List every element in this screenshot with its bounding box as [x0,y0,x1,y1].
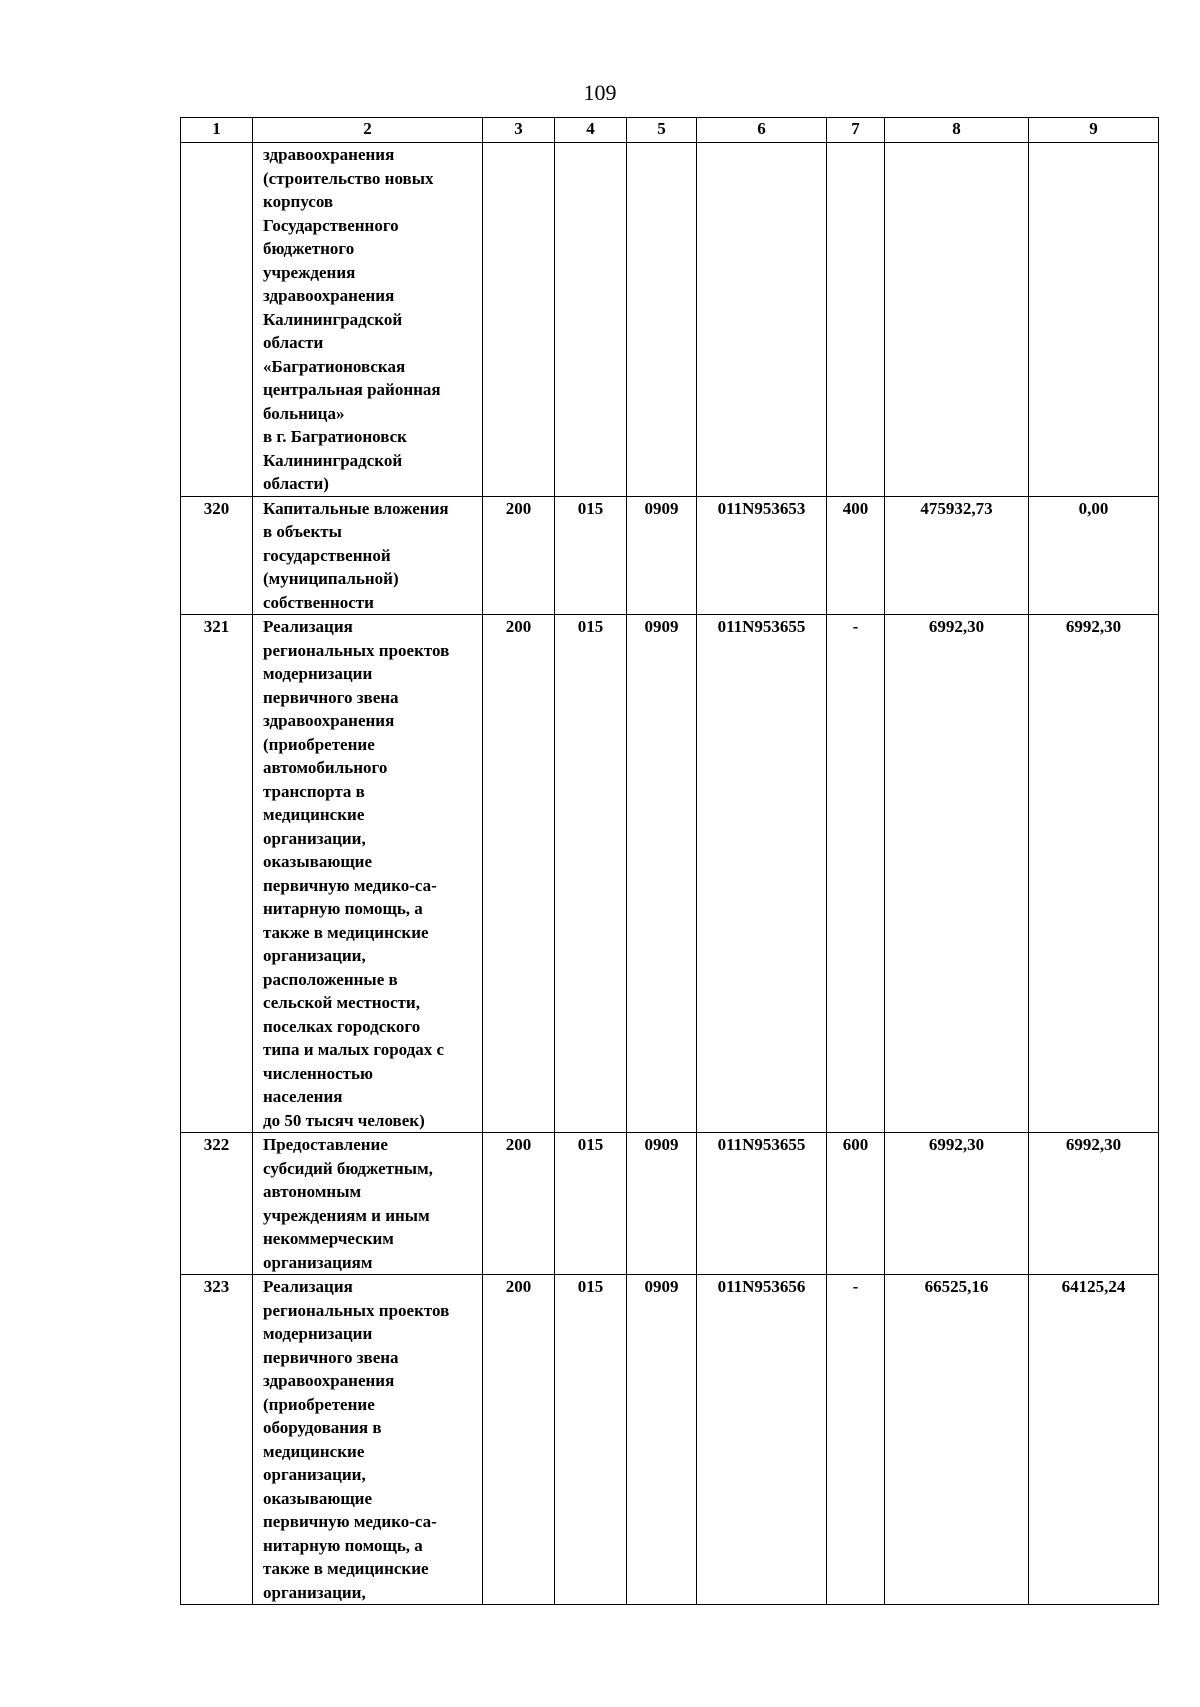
row-description [253,615,483,1133]
row-number: 323 [181,1275,253,1605]
description-line: автономным [263,1182,362,1201]
description-line: организации, [263,1465,366,1484]
row-description [253,496,483,615]
description-line: также в медицинские [263,1559,429,1578]
target-article-code: 011N953656 [697,1275,827,1605]
description-line: автомобильного [263,758,388,777]
column-header: 7 [827,118,885,143]
description-line: организации, [263,1582,366,1602]
row-number: 322 [181,1133,253,1275]
amount-year-2: 0,00 [1029,496,1159,615]
column-header: 5 [627,118,697,143]
column-header: 3 [483,118,555,143]
table-row-321 [181,615,1159,1133]
row-description [253,1133,483,1275]
description-line: медицинские [263,805,365,824]
row-description [253,143,483,497]
description-line: центральная районная [263,380,441,399]
column-header: 9 [1029,118,1159,143]
target-article-code: 011N953655 [697,1133,827,1275]
description-line: некоммерческим [263,1229,394,1248]
target-article-code: 011N953655 [697,615,827,1133]
section-code: 0909 [627,615,697,1133]
description-line: типа и малых городах с [263,1040,445,1059]
table-cell [483,143,555,497]
expense-type-code: - [827,1275,885,1605]
column-header: 1 [181,118,253,143]
table-cell [885,143,1029,497]
department-code: 015 [555,1133,627,1275]
description-line: собственности [263,592,374,612]
department-code: 015 [555,1275,627,1605]
amount-year-2: 64125,24 [1029,1275,1159,1605]
description-line: первичную медико-са- [263,875,437,895]
section-code: 0909 [627,496,697,615]
description-line: населения [263,1087,343,1106]
description-line: до 50 тысяч человек) [263,1110,425,1130]
description-line: организациям [263,1252,373,1272]
expense-type-code: 600 [827,1133,885,1275]
description-line: бюджетного [263,239,355,258]
row-number: 320 [181,496,253,615]
description-line: здравоохранения [263,145,395,164]
column-header: 6 [697,118,827,143]
page-number: 109 [583,80,617,105]
description-line: Реализация [263,1277,353,1296]
description-line: (приобретение [263,1394,375,1414]
table-row-320 [181,496,1159,615]
description-line: (муниципальной) [263,569,399,588]
description-line: модернизации [263,1324,373,1343]
column-header: 8 [885,118,1029,143]
table-cell [627,143,697,497]
section-code: 0909 [627,1133,697,1275]
description-line: корпусов [263,192,334,211]
amount-year-1: 6992,30 [885,615,1029,1133]
description-line: поселках городского [263,1016,421,1036]
table-cell [827,143,885,497]
description-line: региональных проектов [263,640,450,660]
description-line: области) [263,474,329,493]
description-line: оказывающие [263,1488,373,1508]
amount-year-1: 6992,30 [885,1133,1029,1275]
description-line: Калининградской [263,309,403,329]
column-header: 4 [555,118,627,143]
description-line: оказывающие [263,852,373,871]
description-line: нитарную помощь, а [263,899,423,918]
description-line: субсидий бюджетным, [263,1158,433,1178]
table-cell [555,143,627,497]
table-cell [1029,143,1159,497]
ministry-code: 200 [483,615,555,1133]
description-line: нитарную помощь, а [263,1535,423,1555]
amount-year-2: 6992,30 [1029,615,1159,1133]
description-line: здравоохранения [263,1371,395,1390]
table-row-322 [181,1133,1159,1275]
table-row-323 [181,1275,1159,1605]
description-line: в г. Багратионовск [263,427,407,446]
description-line: здравоохранения [263,711,395,730]
description-line: (строительство новых [263,168,434,188]
expense-type-code: 400 [827,496,885,615]
description-line: больница» [263,403,345,423]
description-line: учреждениям и иным [263,1205,430,1225]
description-line: также в медицинские [263,922,429,942]
description-line: организации, [263,828,366,848]
description-line: численностью [263,1063,373,1083]
description-line: транспорта в [263,781,365,801]
description-line: первичного звена [263,1347,399,1367]
description-line: организации, [263,946,366,965]
expense-type-code: - [827,615,885,1133]
description-line: медицинские [263,1441,365,1461]
column-header: 2 [253,118,483,143]
target-article-code: 011N953653 [697,496,827,615]
row-number-cell [181,143,253,497]
description-line: оборудования в [263,1418,382,1437]
department-code: 015 [555,496,627,615]
description-line: первичного звена [263,687,399,707]
description-line: государственной [263,545,391,565]
amount-year-1: 475932,73 [885,496,1029,615]
budget-table [180,117,1159,1605]
section-code: 0909 [627,1275,697,1605]
description-line: первичную медико-са- [263,1512,437,1531]
description-line: области [263,333,324,352]
ministry-code: 200 [483,1275,555,1605]
description-line: (приобретение [263,734,375,754]
ministry-code: 200 [483,1133,555,1275]
description-line: «Багратионовская [263,356,406,376]
description-line: региональных проектов [263,1300,450,1320]
table-header [181,118,1159,143]
table-cell [697,143,827,497]
department-code: 015 [555,615,627,1133]
description-line: Калининградской [263,450,403,470]
ministry-code: 200 [483,496,555,615]
amount-year-1: 66525,16 [885,1275,1029,1605]
description-line: здравоохранения [263,286,395,305]
description-line: Государственного [263,215,399,235]
description-line: Капитальные вложения [263,498,449,518]
description-line: учреждения [263,262,356,282]
description-line: Реализация [263,617,353,636]
description-line: модернизации [263,664,373,683]
amount-year-2: 6992,30 [1029,1133,1159,1275]
table-row-continuation [181,143,1159,497]
description-line: сельской местности, [263,993,420,1012]
row-number: 321 [181,615,253,1133]
description-line: Предоставление [263,1135,388,1154]
description-line: в объекты [263,522,342,541]
row-description [253,1275,483,1605]
description-line: расположенные в [263,969,398,989]
